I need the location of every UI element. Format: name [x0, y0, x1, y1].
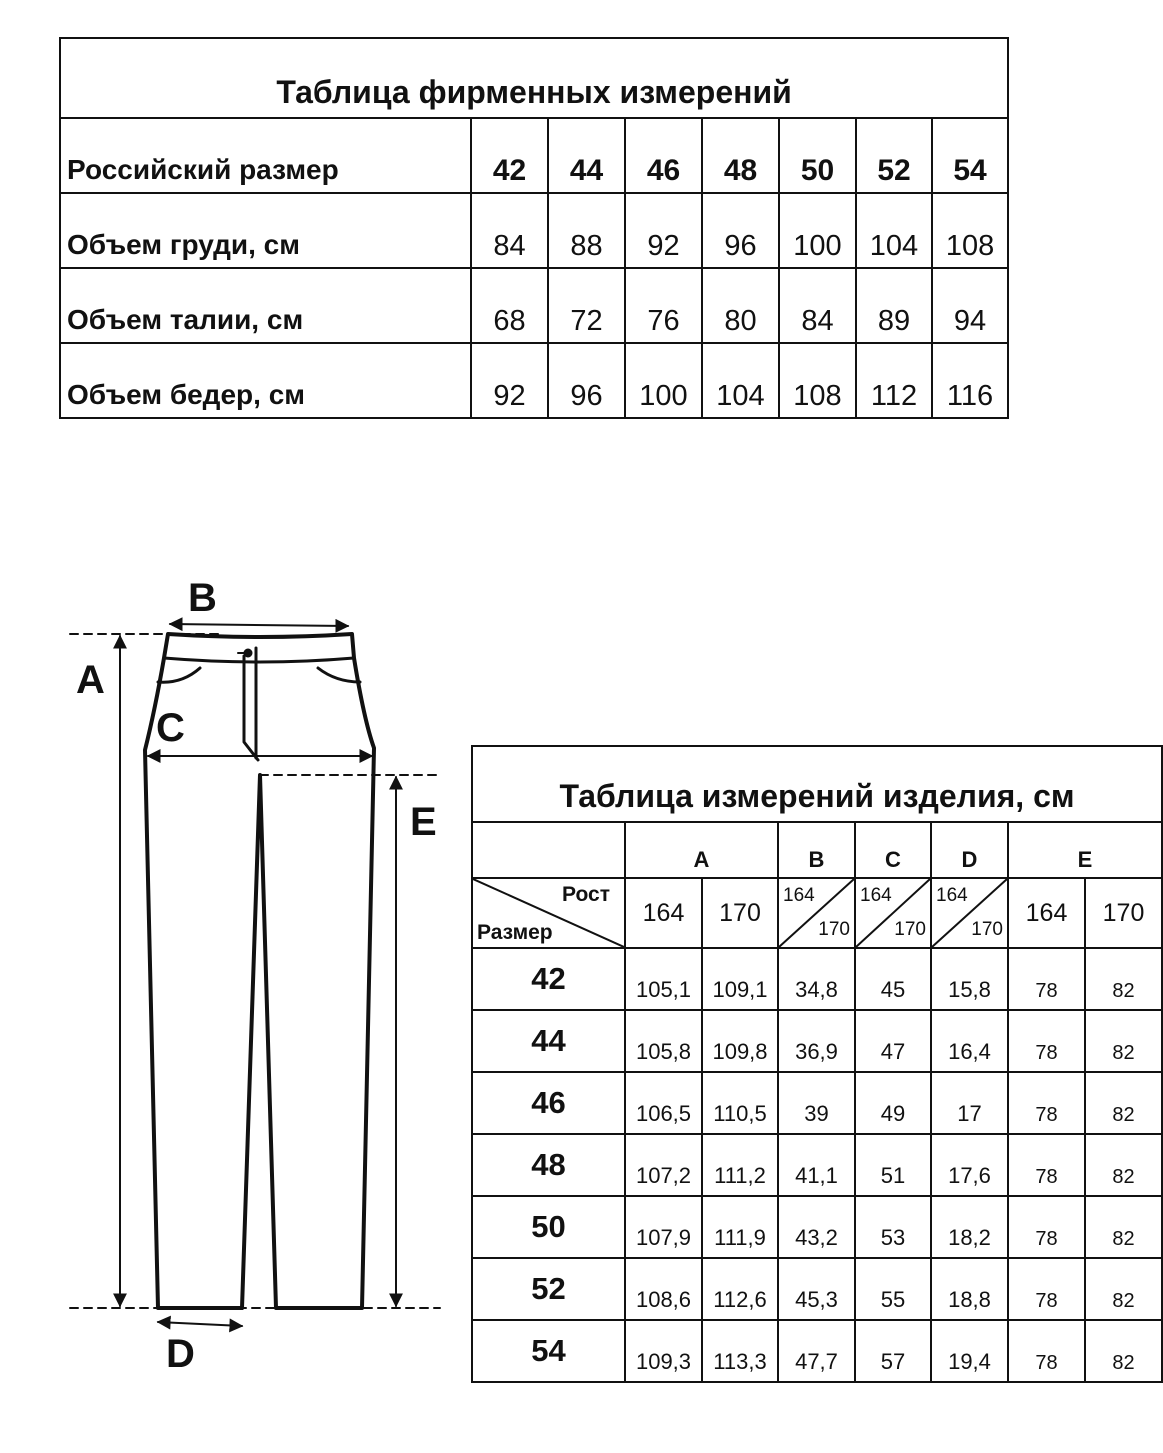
b-cell: 45,3 [778, 1258, 855, 1320]
d-cell: 17,6 [931, 1134, 1008, 1196]
e-170-cell: 82 [1085, 1010, 1162, 1072]
label-b: B [188, 576, 217, 620]
d-cell: 18,8 [931, 1258, 1008, 1320]
a-170-cell: 111,2 [702, 1134, 778, 1196]
height-corner-label: Рост [562, 883, 610, 906]
size-cell: 54 [932, 118, 1008, 193]
a-170-cell: 113,3 [702, 1320, 778, 1382]
table-row [472, 1134, 1162, 1196]
d-cell: 18,2 [931, 1196, 1008, 1258]
e-170-cell: 82 [1085, 1320, 1162, 1382]
brand-measurements-table [59, 37, 1009, 419]
d-height-cell [931, 878, 1008, 948]
chest-row-label: Объем груди, см [60, 193, 471, 268]
e-170-cell: 82 [1085, 1072, 1162, 1134]
size-cell: 46 [625, 118, 702, 193]
value-cell: 100 [779, 193, 856, 268]
group-b-header: B [778, 822, 855, 878]
value-cell: 112 [856, 343, 932, 418]
pants-drawing [60, 570, 460, 1390]
value-cell: 80 [702, 268, 779, 343]
c-cell: 51 [855, 1134, 931, 1196]
size-row [60, 118, 1008, 193]
value-cell: 100 [625, 343, 702, 418]
size-corner-label: Размер [477, 921, 553, 944]
e-164-cell: 78 [1008, 1134, 1085, 1196]
d-cell: 17 [931, 1072, 1008, 1134]
a-164-cell: 109,3 [625, 1320, 702, 1382]
b-cell: 36,9 [778, 1010, 855, 1072]
size-cell: 44 [472, 1010, 625, 1072]
table-row [472, 948, 1162, 1010]
a-164-cell: 107,9 [625, 1196, 702, 1258]
b-height-170: 170 [818, 919, 850, 940]
a-164-cell: 106,5 [625, 1072, 702, 1134]
size-cell: 42 [471, 118, 548, 193]
hips-row [60, 343, 1008, 418]
size-cell: 48 [472, 1134, 625, 1196]
c-cell: 47 [855, 1010, 931, 1072]
size-cell: 42 [472, 948, 625, 1010]
e-164-cell: 78 [1008, 1072, 1085, 1134]
value-cell: 116 [932, 343, 1008, 418]
pants-diagram [60, 570, 460, 1390]
value-cell: 104 [856, 193, 932, 268]
value-cell: 76 [625, 268, 702, 343]
label-c: C [156, 706, 185, 750]
a-170-cell: 110,5 [702, 1072, 778, 1134]
size-cell: 52 [472, 1258, 625, 1320]
waist-row-label: Объем талии, см [60, 268, 471, 343]
c-cell: 53 [855, 1196, 931, 1258]
value-cell: 89 [856, 268, 932, 343]
c-height-164: 164 [860, 885, 892, 906]
group-d-header: D [931, 822, 1008, 878]
brand-table-title: Таблица фирменных измерений [60, 38, 1008, 118]
value-cell: 92 [625, 193, 702, 268]
a-164-cell: 107,2 [625, 1134, 702, 1196]
b-cell: 43,2 [778, 1196, 855, 1258]
waist-row [60, 268, 1008, 343]
a-164-cell: 105,8 [625, 1010, 702, 1072]
c-cell: 45 [855, 948, 931, 1010]
e-164-cell: 78 [1008, 1258, 1085, 1320]
size-cell: 48 [702, 118, 779, 193]
size-row-label: Российский размер [60, 118, 471, 193]
a-height-164: 164 [625, 878, 702, 948]
product-table-title: Таблица измерений изделия, см [472, 746, 1162, 822]
a-height-170: 170 [702, 878, 778, 948]
e-170-cell: 82 [1085, 1258, 1162, 1320]
e-164-cell: 78 [1008, 948, 1085, 1010]
size-cell: 44 [548, 118, 625, 193]
hips-row-label: Объем бедер, см [60, 343, 471, 418]
e-164-cell: 78 [1008, 1320, 1085, 1382]
a-164-cell: 105,1 [625, 948, 702, 1010]
d-height-170: 170 [971, 919, 1003, 940]
group-e-header: E [1008, 822, 1162, 878]
table-row [472, 1010, 1162, 1072]
empty-header-cell [472, 822, 625, 878]
a-170-cell: 111,9 [702, 1196, 778, 1258]
table-row [472, 1258, 1162, 1320]
b-cell: 39 [778, 1072, 855, 1134]
value-cell: 96 [702, 193, 779, 268]
value-cell: 68 [471, 268, 548, 343]
e-height-164: 164 [1008, 878, 1085, 948]
table-row [472, 1320, 1162, 1382]
d-cell: 19,4 [931, 1320, 1008, 1382]
e-164-cell: 78 [1008, 1010, 1085, 1072]
value-cell: 104 [702, 343, 779, 418]
label-a: A [76, 658, 105, 702]
a-170-cell: 109,1 [702, 948, 778, 1010]
value-cell: 84 [779, 268, 856, 343]
size-cell: 52 [856, 118, 932, 193]
value-cell: 72 [548, 268, 625, 343]
d-cell: 15,8 [931, 948, 1008, 1010]
label-e: E [410, 800, 437, 844]
d-height-164: 164 [936, 885, 968, 906]
b-height-cell [778, 878, 855, 948]
product-measurements-table [471, 745, 1163, 1383]
value-cell: 88 [548, 193, 625, 268]
size-cell: 54 [472, 1320, 625, 1382]
b-cell: 47,7 [778, 1320, 855, 1382]
b-cell: 41,1 [778, 1134, 855, 1196]
table-row [472, 1196, 1162, 1258]
e-164-cell: 78 [1008, 1196, 1085, 1258]
c-cell: 55 [855, 1258, 931, 1320]
e-170-cell: 82 [1085, 948, 1162, 1010]
d-cell: 16,4 [931, 1010, 1008, 1072]
b-cell: 34,8 [778, 948, 855, 1010]
size-cell: 50 [779, 118, 856, 193]
a-170-cell: 112,6 [702, 1258, 778, 1320]
c-cell: 49 [855, 1072, 931, 1134]
size-cell: 50 [472, 1196, 625, 1258]
size-cell: 46 [472, 1072, 625, 1134]
value-cell: 108 [779, 343, 856, 418]
label-d: D [166, 1332, 195, 1376]
a-164-cell: 108,6 [625, 1258, 702, 1320]
product-table-body [472, 948, 1162, 1382]
value-cell: 94 [932, 268, 1008, 343]
group-c-header: C [855, 822, 931, 878]
group-a-header: A [625, 822, 778, 878]
value-cell: 96 [548, 343, 625, 418]
value-cell: 108 [932, 193, 1008, 268]
value-cell: 84 [471, 193, 548, 268]
a-170-cell: 109,8 [702, 1010, 778, 1072]
e-170-cell: 82 [1085, 1196, 1162, 1258]
e-170-cell: 82 [1085, 1134, 1162, 1196]
corner-header-cell [472, 878, 625, 948]
c-cell: 57 [855, 1320, 931, 1382]
value-cell: 92 [471, 343, 548, 418]
c-height-170: 170 [894, 919, 926, 940]
b-height-164: 164 [783, 885, 815, 906]
table-row [472, 1072, 1162, 1134]
c-height-cell [855, 878, 931, 948]
chest-row [60, 193, 1008, 268]
e-height-170: 170 [1085, 878, 1162, 948]
